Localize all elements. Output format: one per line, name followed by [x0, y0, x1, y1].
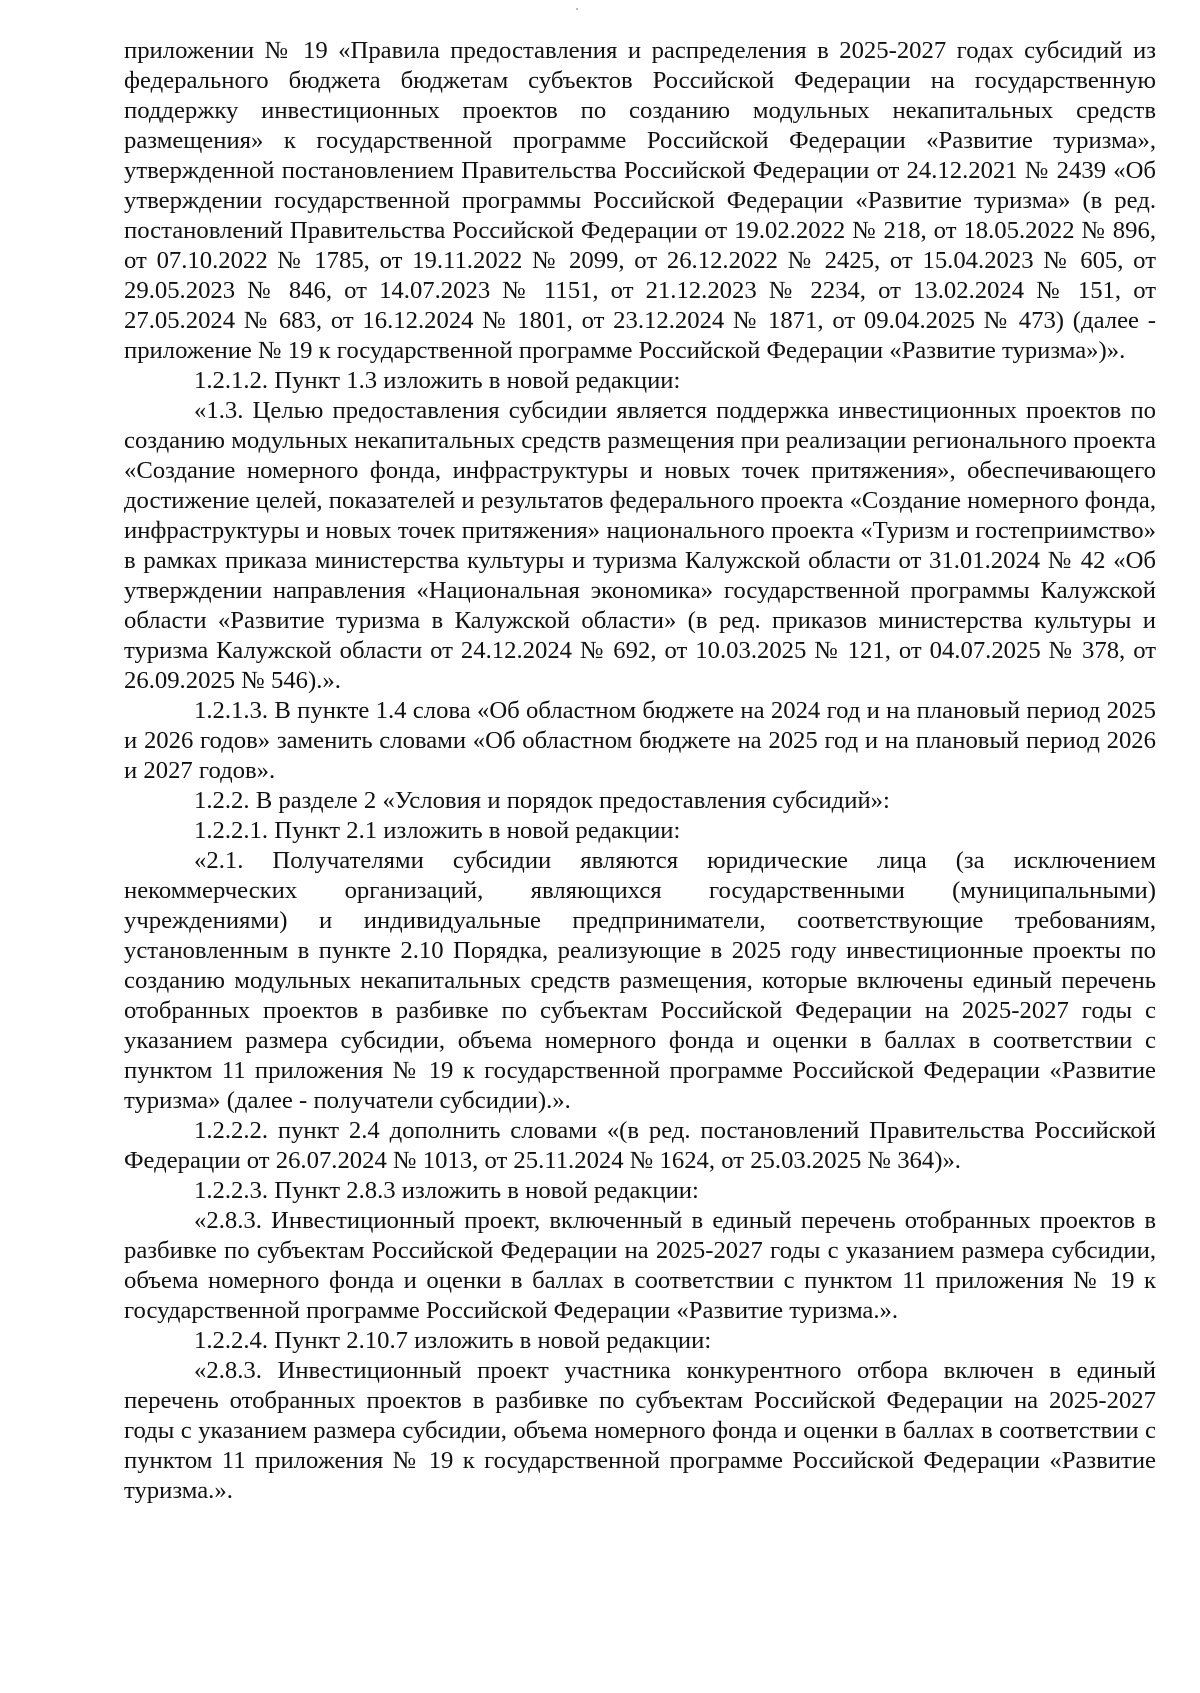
paragraph-item-2-8-3: «2.8.3. Инвестиционный проект, включенный в единый перечень отобранных проектов в разбивке по субъектам Российской Федерации на 2025-2027 годы с указанием размера субсидии, объема номерного фонда и оценки в баллах в соответствии с пунктом 11 приложения № 19 к государственной программе Российской Федерации «Развитие туризма.». [124, 1207, 1156, 1324]
paragraph-1-2-1-2: 1.2.1.2. Пункт 1.3 изложить в новой редакции: [194, 367, 681, 394]
scan-speck [576, 8, 578, 10]
paragraph-1-2-2-2: 1.2.2.2. пункт 2.4 дополнить словами «(в ред. постановлений Правительства Российской Федерации от 26.07.2024 № 1013, от 25.11.2024 № 1624, от 25.03.2025 № 364)». [124, 1117, 1156, 1174]
paragraph-1-2-2-1: 1.2.2.1. Пункт 2.1 изложить в новой редакции: [194, 817, 681, 844]
paragraph-item-1-3: «1.3. Целью предоставления субсидии является поддержка инвестиционных проектов по созданию модульных некапитальных средств размещения при реализации регионального проекта «Создание номерного фонда, инфраструктуры и новых точек притяжения», обеспечивающего достижение целей, показателей и результатов федерального проекта «Создание номерного фонда, инфраструктуры и новых точек притяжения» национального проекта «Туризм и гостеприимство» в рамках приказа министерства культуры и туризма Калужской области от 31.01.2024 № 42 «Об утверждении направления «Национальная экономика» государственной программы Калужской области «Развитие туризма в Калужской области» (в ред. приказов министерства культуры и туризма Калужской области от 24.12.2024 № 692, от 10.03.2025 № 121, от 04.07.2025 № 378, от 26.09.2025 № 546).». [124, 397, 1156, 694]
paragraph-1-2-1-3: 1.2.1.3. В пункте 1.4 слова «Об областном бюджете на 2024 год и на плановый период 2025 и 2026 годов» заменить словами «Об областном бюджете на 2025 год и на плановый период 2026 и 2027 годов». [124, 697, 1156, 784]
paragraph-item-2-1: «2.1. Получателями субсидии являются юридические лица (за исключением некоммерческих организаций, являющихся государственными (муниципальными) учреждениями) и индивидуальные предприниматели, соответствующие требованиям, установленным в пункте 2.10 Порядка, реализующие в 2025 году инвестиционные проекты по созданию модульных некапитальных средств размещения, которые включены единый перечень отобранных проектов в разбивке по субъектам Российской Федерации на 2025-2027 годы с указанием размера субсидии, объема номерного фонда и оценки в баллах в соответствии с пунктом 11 приложения № 19 к государственной программе Российской Федерации «Развитие туризма» (далее - получатели субсидии).». [124, 847, 1156, 1114]
paragraph-item-2-8-3-second: «2.8.3. Инвестиционный проект участника конкурентного отбора включен в единый перечень отобранных проектов в разбивке по субъектам Российской Федерации на 2025-2027 годы с указанием размера субсидии, объема номерного фонда и оценки в баллах в соответствии с пунктом 11 приложения № 19 к государственной программе Российской Федерации «Развитие туризма.». [124, 1357, 1156, 1504]
paragraph-1-2-2-3: 1.2.2.3. Пункт 2.8.3 изложить в новой редакции: [194, 1177, 699, 1204]
paragraph-1-2-2: 1.2.2. В разделе 2 «Условия и порядок предоставления субсидий»: [194, 787, 890, 814]
paragraph-continuation-appendix-19: приложении № 19 «Правила предоставления и распределения в 2025-2027 годах субсидий из федерального бюджета бюджетам субъектов Российской Федерации на государственную поддержку инвестиционных проектов по созданию модульных некапитальных средств размещения» к государственной программе Российской Федерации «Развитие туризма», утвержденной постановлением Правительства Российской Федерации от 24.12.2021 № 2439 «Об утверждении государственной программы Российской Федерации «Развитие туризма» (в ред. постановлений Правительства Российской Федерации от 19.02.2022 № 218, от 18.05.2022 № 896, от 07.10.2022 № 1785, от 19.11.2022 № 2099, от 26.12.2022 № 2425, от 15.04.2023 № 605, от 29.05.2023 № 846, от 14.07.2023 № 1151, от 21.12.2023 № 2234, от 13.02.2024 № 151, от 27.05.2024 № 683, от 16.12.2024 № 1801, от 23.12.2024 № 1871, от 09.04.2025 № 473) (далее - приложение № 19 к государственной программе Российской Федерации «Развитие туризма»)». [124, 37, 1156, 364]
document-page [124, 36, 1156, 1506]
paragraph-1-2-2-4: 1.2.2.4. Пункт 2.10.7 изложить в новой редакции: [194, 1327, 712, 1354]
